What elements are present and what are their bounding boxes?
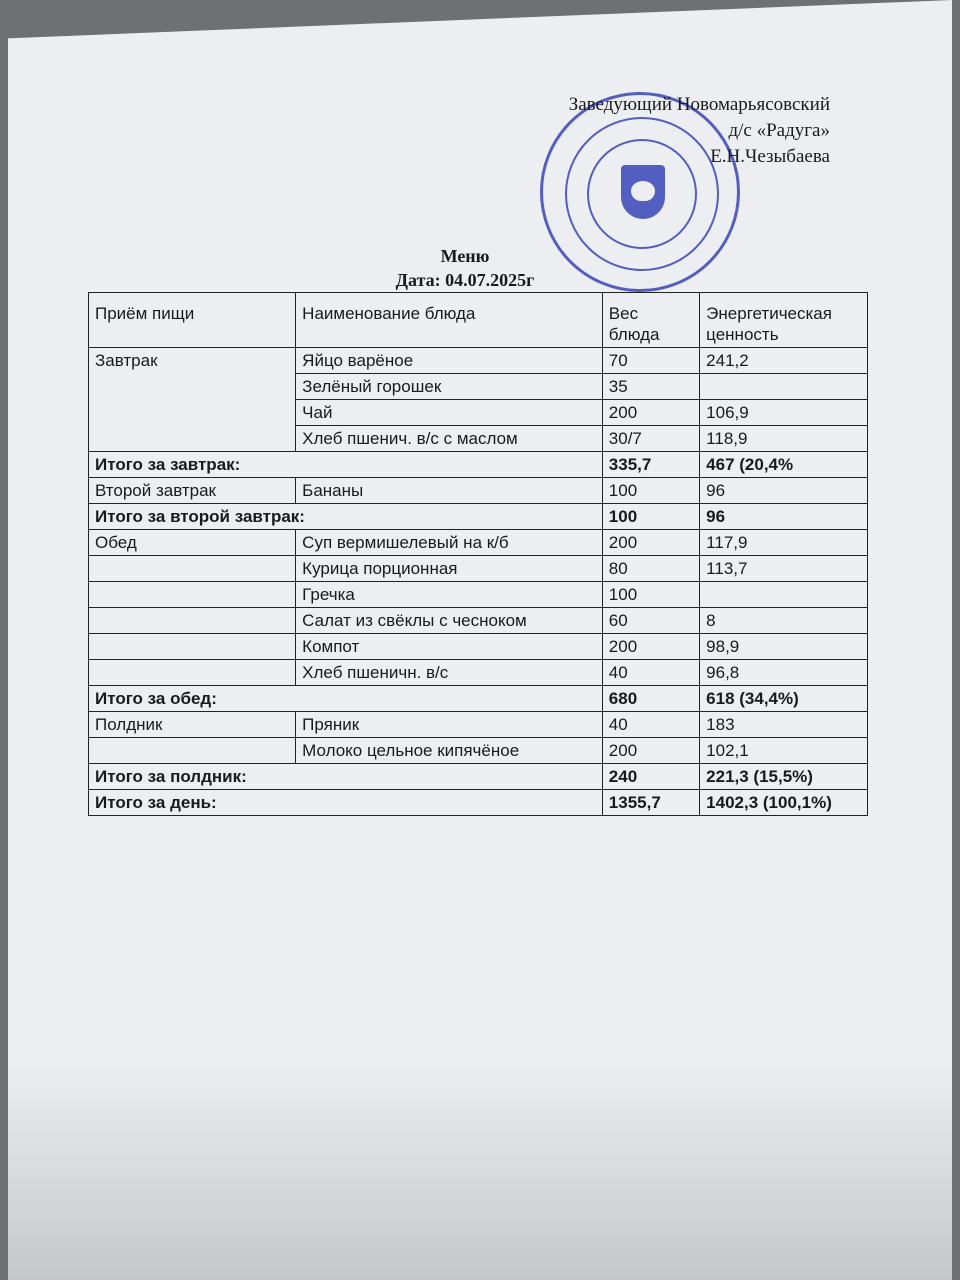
table-row	[89, 712, 868, 738]
dish-weight: 40	[602, 660, 699, 686]
total-row	[89, 686, 868, 712]
dish-weight: 40	[602, 712, 699, 738]
dish-weight: 70	[602, 348, 699, 374]
menu-heading	[300, 244, 630, 292]
menu-date: Дата: 04.07.2025г	[395, 270, 535, 290]
dish-energy: 96,8	[700, 660, 868, 686]
dish-energy: 96	[700, 478, 868, 504]
meal-name: Завтрак	[89, 348, 296, 452]
dish-name: Чай	[296, 400, 603, 426]
dish-name: Компот	[296, 634, 603, 660]
dish-name: Курица порционная	[296, 556, 603, 582]
dish-weight: 35	[602, 374, 699, 400]
dish-weight: 100	[602, 478, 699, 504]
total-energy: 467 (20,4%	[700, 452, 868, 478]
total-label: Итого за второй завтрак:	[89, 504, 603, 530]
dish-weight: 60	[602, 608, 699, 634]
dish-name: Молоко цельное кипячёное	[296, 738, 603, 764]
approval-organization: д/с «Радуга»	[728, 120, 830, 141]
day-total-label: Итого за день:	[89, 790, 603, 816]
total-label: Итого за завтрак:	[89, 452, 603, 478]
total-row	[89, 764, 868, 790]
day-total-energy: 1402,3 (100,1%)	[700, 790, 868, 816]
dish-energy	[700, 374, 868, 400]
table-row	[89, 348, 868, 374]
total-weight: 680	[602, 686, 699, 712]
dish-energy: 113,7	[700, 556, 868, 582]
dish-energy: 183	[700, 712, 868, 738]
dish-energy: 118,9	[700, 426, 868, 452]
table-row	[89, 556, 868, 582]
dish-name: Зелёный горошек	[296, 374, 603, 400]
meal-name: Второй завтрак	[89, 478, 296, 504]
day-total-row	[89, 790, 868, 816]
dish-name: Салат из свёклы с чесноком	[296, 608, 603, 634]
table-header-row	[89, 293, 868, 348]
dish-energy: 8	[700, 608, 868, 634]
dish-name: Пряник	[296, 712, 603, 738]
total-row	[89, 452, 868, 478]
approval-position: Заведующий Новомарьясовский	[568, 94, 830, 115]
dish-weight: 30/7	[602, 426, 699, 452]
header-energy: Энергетическая ценность	[700, 293, 868, 348]
page-shadow	[8, 1060, 952, 1280]
dish-weight: 200	[602, 530, 699, 556]
table-row	[89, 582, 868, 608]
header-meal: Приём пищи	[89, 293, 296, 348]
dish-weight: 100	[602, 582, 699, 608]
dish-weight: 200	[602, 738, 699, 764]
dish-name: Гречка	[296, 582, 603, 608]
empty-meal-cell	[89, 608, 296, 634]
table-row	[89, 660, 868, 686]
header-dish: Наименование блюда	[296, 293, 603, 348]
dish-weight: 200	[602, 634, 699, 660]
total-weight: 100	[602, 504, 699, 530]
dish-name: Хлеб пшенич. в/с с маслом	[296, 426, 603, 452]
empty-meal-cell	[89, 634, 296, 660]
coat-of-arms-icon	[621, 165, 665, 219]
dish-name: Хлеб пшеничн. в/с	[296, 660, 603, 686]
menu-table	[88, 292, 868, 816]
dish-energy: 117,9	[700, 530, 868, 556]
dish-name: Суп вермишелевый на к/б	[296, 530, 603, 556]
dish-name: Яйцо варёное	[296, 348, 603, 374]
menu-title: Меню	[440, 246, 490, 266]
meal-name: Обед	[89, 530, 296, 556]
total-energy: 96	[700, 504, 868, 530]
table-row	[89, 608, 868, 634]
dish-energy: 98,9	[700, 634, 868, 660]
total-weight: 335,7	[602, 452, 699, 478]
table-row	[89, 478, 868, 504]
dish-energy: 106,9	[700, 400, 868, 426]
empty-meal-cell	[89, 660, 296, 686]
total-energy: 618 (34,4%)	[700, 686, 868, 712]
empty-meal-cell	[89, 556, 296, 582]
dish-energy	[700, 582, 868, 608]
dish-energy: 102,1	[700, 738, 868, 764]
day-total-weight: 1355,7	[602, 790, 699, 816]
approval-signatory: Е.Н.Чезыбаева	[710, 146, 830, 167]
table-row	[89, 634, 868, 660]
dish-weight: 200	[602, 400, 699, 426]
total-weight: 240	[602, 764, 699, 790]
meal-name: Полдник	[89, 712, 296, 738]
dish-weight: 80	[602, 556, 699, 582]
empty-meal-cell	[89, 738, 296, 764]
total-label: Итого за обед:	[89, 686, 603, 712]
dish-name: Бананы	[296, 478, 603, 504]
approval-block	[480, 92, 830, 170]
table-row	[89, 530, 868, 556]
table-row	[89, 738, 868, 764]
total-energy: 221,3 (15,5%)	[700, 764, 868, 790]
total-row	[89, 504, 868, 530]
header-weight: Вес блюда	[602, 293, 699, 348]
dish-energy: 241,2	[700, 348, 868, 374]
empty-meal-cell	[89, 582, 296, 608]
total-label: Итого за полдник:	[89, 764, 603, 790]
